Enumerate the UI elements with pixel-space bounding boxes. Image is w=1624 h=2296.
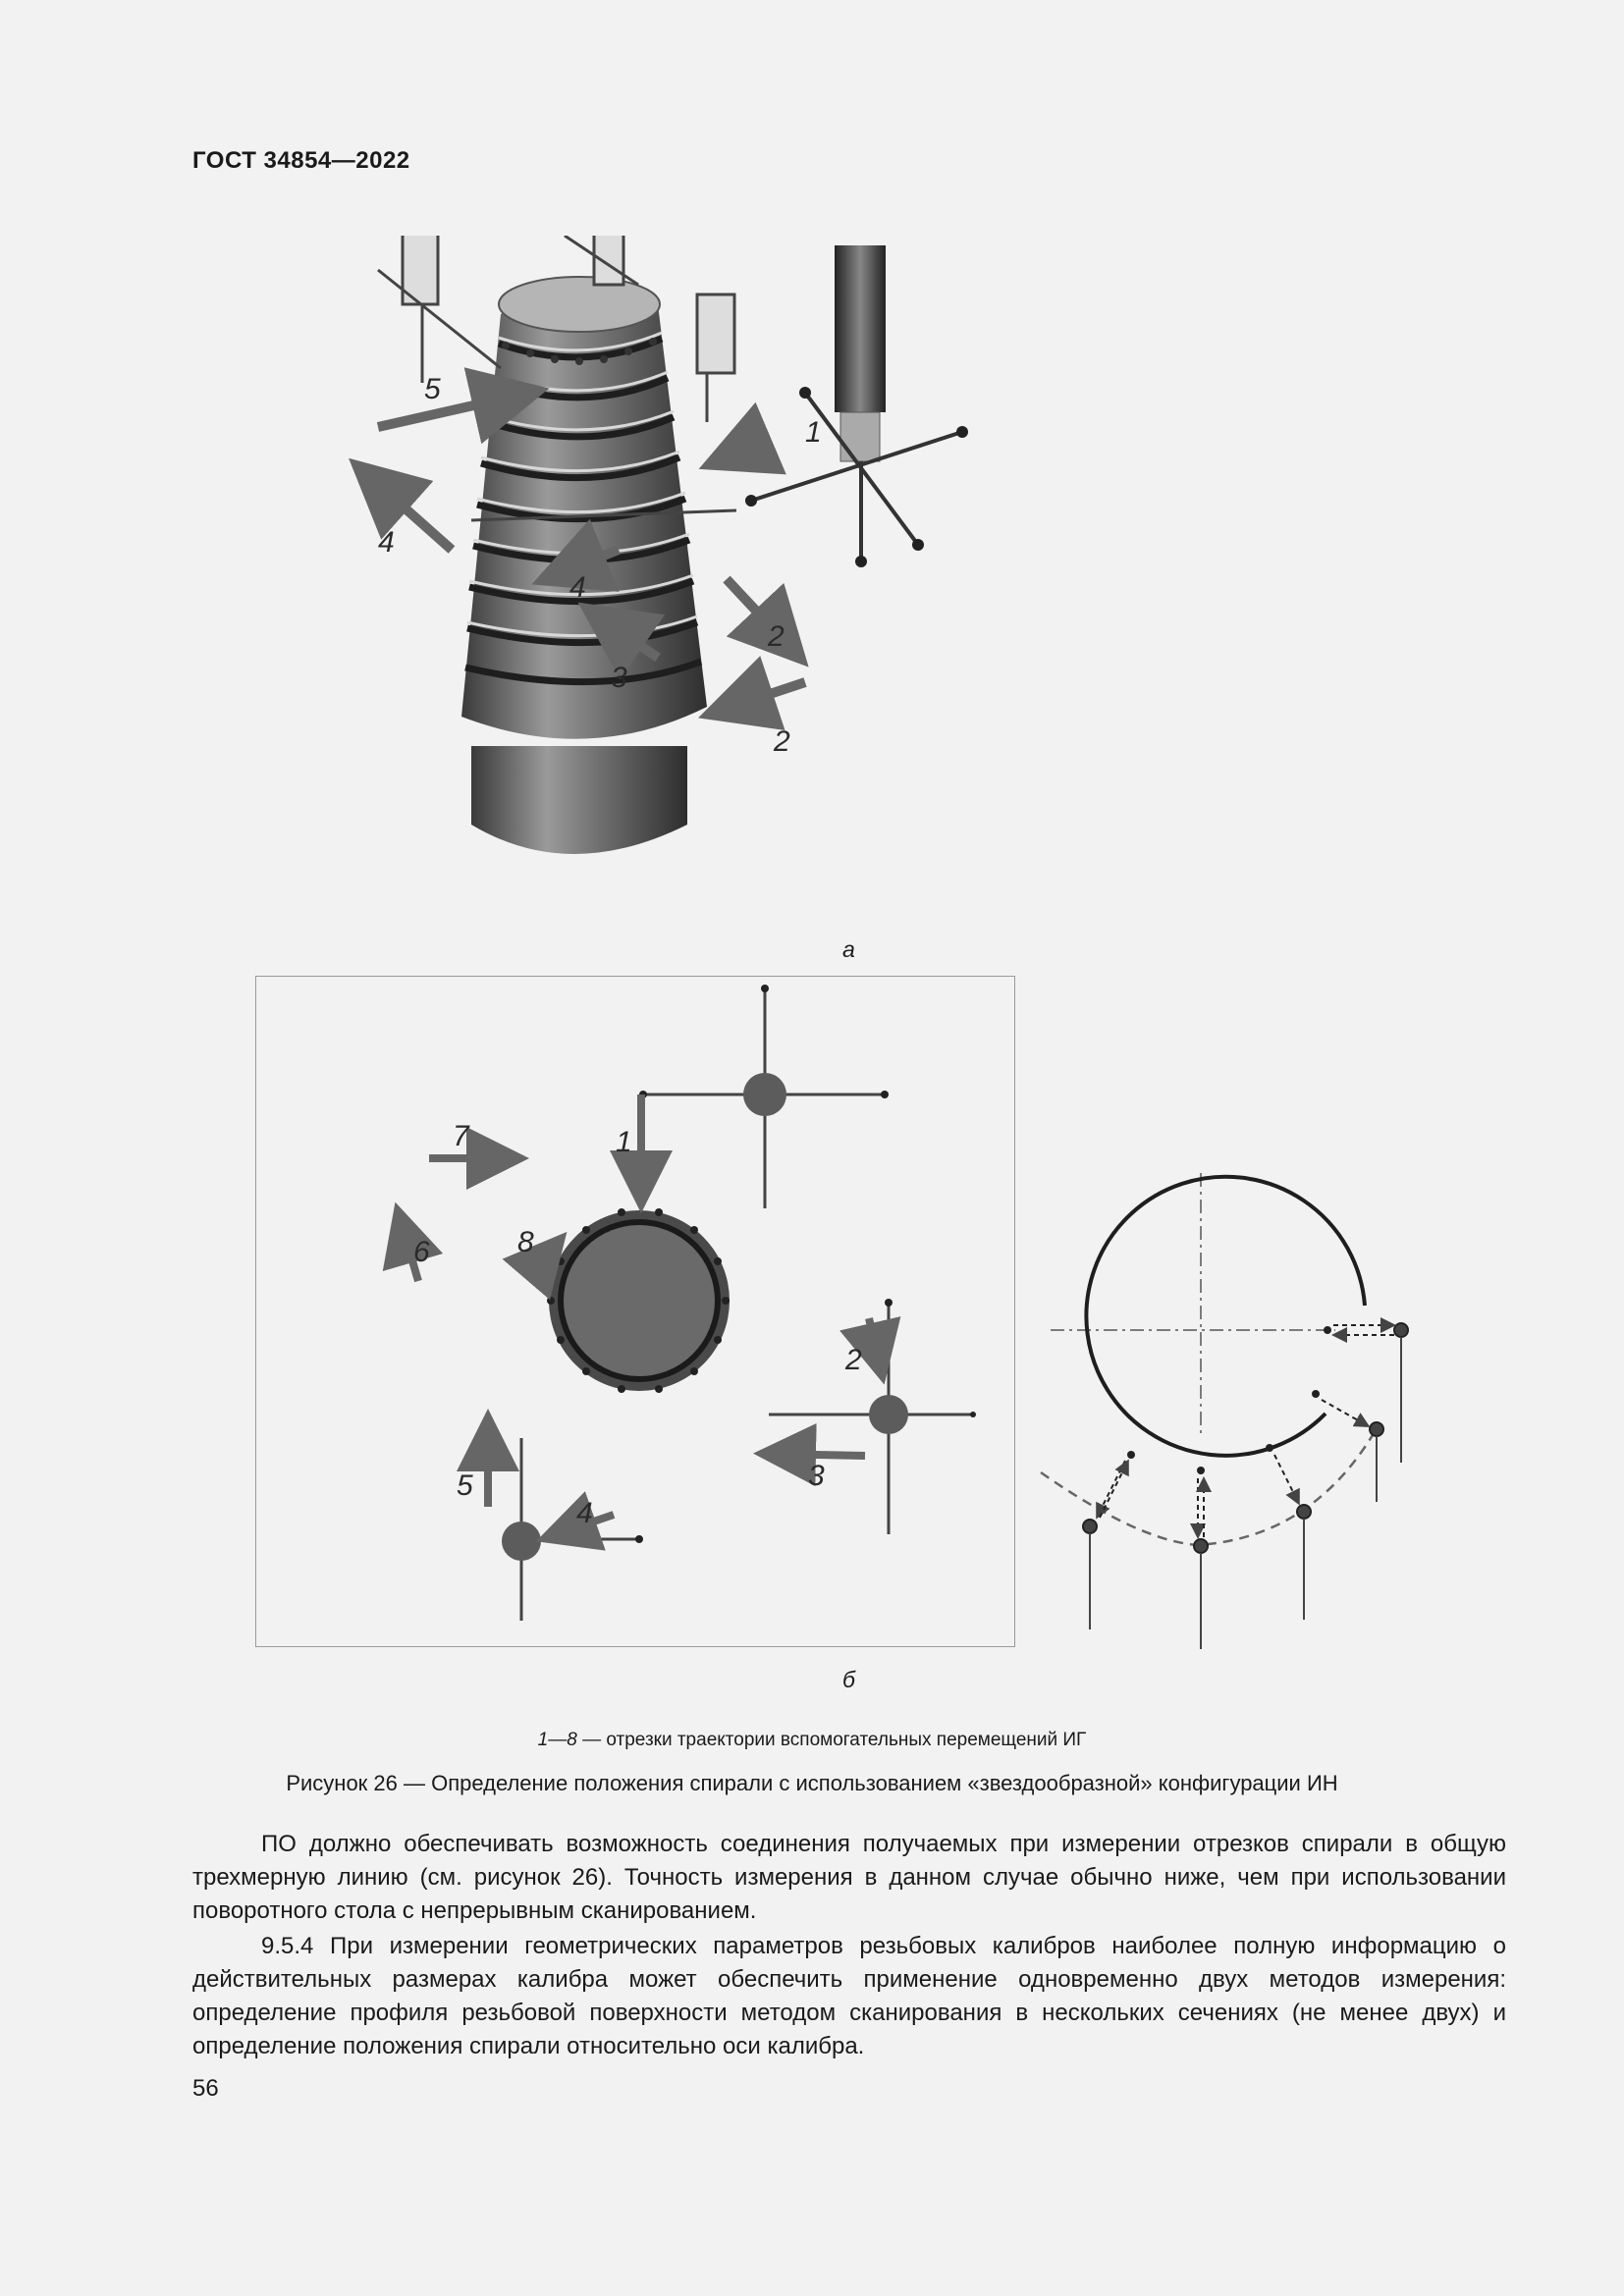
figure-b-topview — [255, 976, 1015, 1647]
arrow-label-5: 5 — [457, 1469, 473, 1502]
arrow-label-5: 5 — [424, 373, 441, 405]
legend-text: — отрезки траектории вспомогательных перемещений ИГ — [576, 1730, 1087, 1750]
subfigure-label-b: б — [842, 1667, 855, 1692]
body-paragraph-2: 9.5.4 При измерении геометрических параметров резьбовых калибров наиболее полную информацию о действительных размерах калибра может обеспечить применение одновременно двух методов измерения: определение профиля резьбовой поверхности методом сканирования в нескольких сечениях (не менее двух) и определение положения спирали относительно оси калибра. — [192, 1933, 1506, 2059]
legend-range: 1—8 — [537, 1730, 577, 1750]
arrow-label-8: 8 — [517, 1226, 534, 1258]
subfigure-label-a: а — [842, 936, 855, 962]
arrow-label-4: 4 — [576, 1497, 593, 1529]
page-number: 56 — [192, 2075, 219, 2102]
body-paragraph-1: ПО должно обеспечивать возможность соединения получаемых при измерении отрезков спирали в общую трехмерную линию (см. рисунок 26). Точность измерения в данном случае обычно ниже, чем при использовании поворотного стола с непрерывным сканированием. — [192, 1831, 1506, 1924]
document-header: ГОСТ 34854—2022 — [192, 147, 410, 174]
arrow-label-2: 2 — [845, 1344, 862, 1376]
arrow-label-3: 3 — [611, 662, 627, 694]
figure-b-path-schematic — [1021, 1168, 1434, 1679]
arrow-label-4b: 4 — [569, 571, 586, 604]
arrow-label-7: 7 — [453, 1120, 469, 1152]
arrow-label-6: 6 — [413, 1236, 430, 1268]
figure-caption: Рисунок 26 — Определение положения спирали с использованием «звездообразной» конфигурации ИН — [286, 1771, 1338, 1795]
arrow-label-3: 3 — [808, 1460, 825, 1492]
arrow-label-2b: 2 — [774, 725, 790, 758]
arrow-label-2a: 2 — [768, 620, 785, 653]
figure-legend — [0, 1730, 1624, 1751]
arrow-label-1: 1 — [616, 1126, 632, 1158]
arrow-label-4a: 4 — [378, 526, 395, 559]
figure-a-illustration — [334, 236, 1473, 903]
arrow-label-1: 1 — [805, 416, 822, 449]
